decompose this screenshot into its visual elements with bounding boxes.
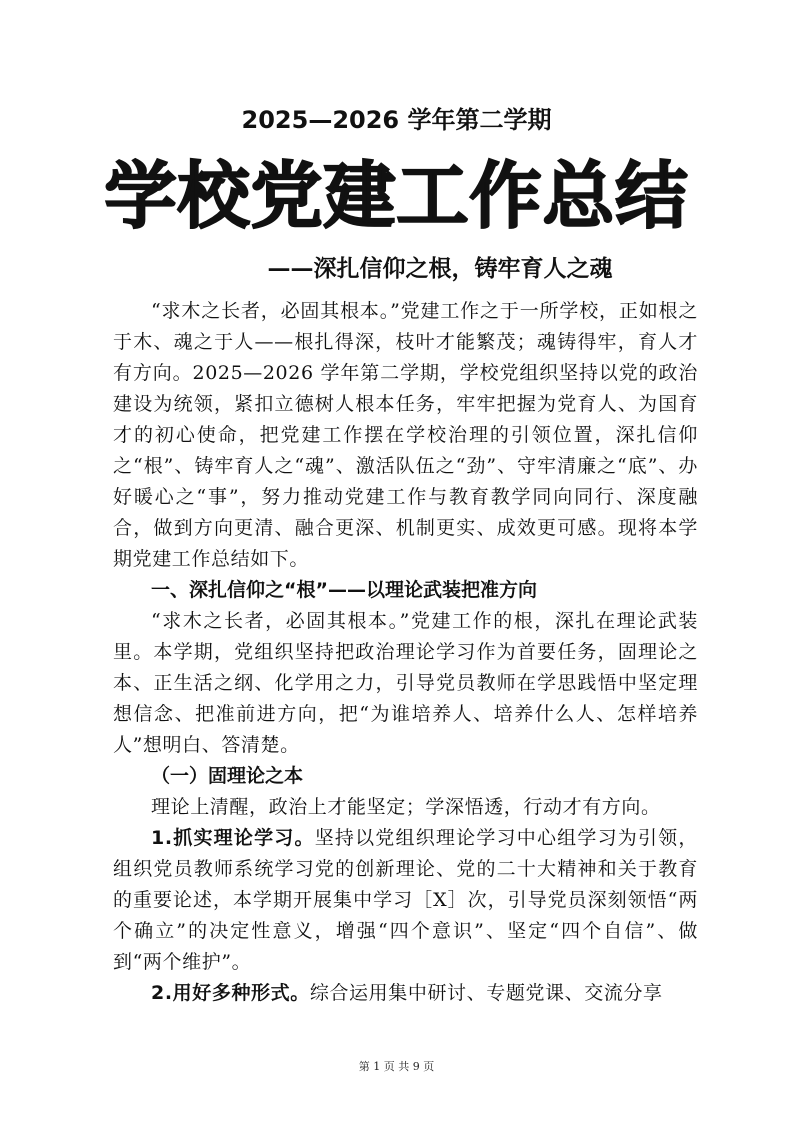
item-1-text: 坚持以党组织理论学习中心组学习为引领，组织党员教师系统学习党的创新理论、党的二十大精神和关于教育的重要论述，本学期开展集中学习［X］次，引导党员深刻领悟“两个确立”的决定性意义，增强“四个意识”、坚定“四个自信”、做到“两个维护”。 — [113, 827, 698, 973]
document-title: 学校党建工作总结 — [104, 154, 689, 238]
section-heading-1: 一、深扎信仰之“根”——以理论武装把准方向 — [151, 579, 537, 601]
item-2-paragraph — [113, 978, 698, 1009]
item-1-paragraph — [113, 823, 698, 978]
subsection-1-paragraph: 理论上清醒，政治上才能坚定；学深悟透，行动才有方向。 — [151, 796, 661, 818]
item-1-lead: 1.抓实理论学习。 — [151, 827, 315, 849]
document-subtitle: 2025—2026 学年第二学期 — [241, 106, 552, 134]
subsection-heading-1: （一）固理论之本 — [151, 765, 304, 787]
item-2-lead: 2.用好多种形式。 — [151, 982, 310, 1004]
intro-paragraph: “求木之长者，必固其根本。”党建工作之于一所学校，正如根之于木、魂之于人——根扎得深，枝叶才能繁茂；魂铸得牢，育人才有方向。2025—2026 学年第二学期，学校党组织坚持以党的政治建设为统领，紧扣立德树人根本任务，牢牢把握为党育人、为国育才的初心使命，把党建工作摆在学校治理的引领位置，深扎信仰之“根”、铸牢育人之“魂”、激活队伍之“劲”、守牢清廉之“底”、办好暖心之“事”，努力推动党建工作与教育教学同向同行、深度融合，做到方向更清、融合更深、机制更实、成效更可感。现将本学期党建工作总结如下。 — [113, 300, 698, 570]
item-2-text: 综合运用集中研讨、专题党课、交流分享 — [309, 982, 663, 1004]
page-number: 第 1 页 共 9 页 — [358, 1060, 435, 1073]
document-tagline: ——深扎信仰之根，铸牢育人之魂 — [267, 255, 613, 282]
section-1-paragraph: “求木之长者，必固其根本。”党建工作的根，深扎在理论武装里。本学期，党组织坚持把政治理论学习作为首要任务，固理论之本、正生活之纲、化学用之力，引导党员教师在学思践悟中坚定理想信念、把准前进方向，把“为谁培养人、培养什么人、怎样培养人”想明白、答清楚。 — [113, 610, 698, 756]
